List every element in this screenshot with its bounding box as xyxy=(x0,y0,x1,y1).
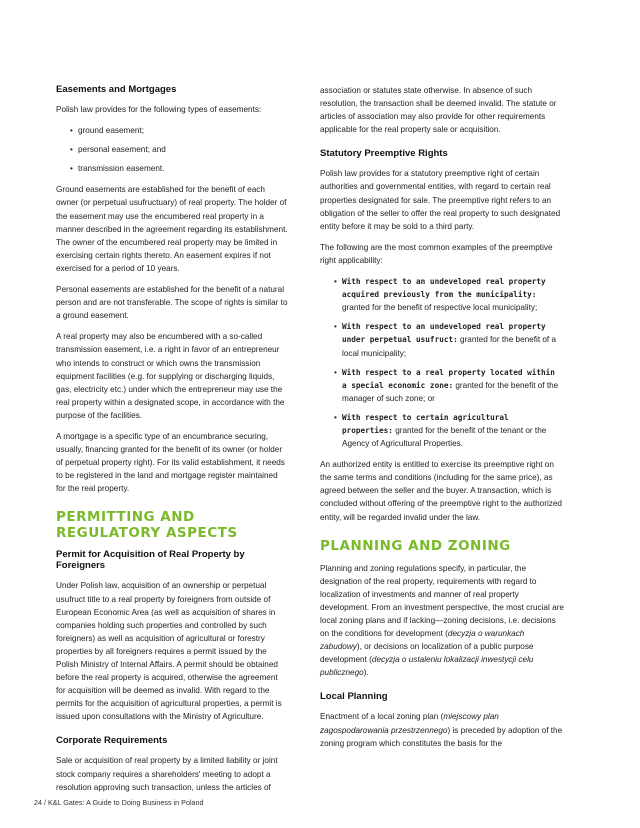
permit-heading: Permit for Acquisition of Real Property by Foreigners xyxy=(56,549,245,572)
section-heading-planning: PLANNING AND ZONING xyxy=(320,537,511,554)
paragraph-local-planning: Enactment of a local zoning plan (miejscowy plan zagospodarowania przestrzennego) is preceded by adoption of the zoning program which constitutes the basis for the xyxy=(320,712,563,748)
list-item: • ground easement; xyxy=(70,124,288,137)
right-column xyxy=(320,84,564,758)
list-item: • transmission easement. xyxy=(70,162,288,175)
paragraph-permit: Under Polish law, acquisition of an ownership or perpetual usufruct title to a real property by foreigners from outside of European Economic Area (as well as acquisition of shares in companies holding such properties and controlled by such foreigners) as well as acquisition of agricultural or forestry properties by all foreigners requires a permit issued by the Polish Ministry of Internal Affairs. A permit should be obtained before the real property is acquired, otherwise the agreement for acquisition will be deemed as invalid. With regard to the permits for the acquisition of agricultural properties, a permit is issued upon consultations with the Ministry of Agriculture. xyxy=(56,581,282,722)
local-planning-heading: Local Planning xyxy=(320,691,388,703)
section-heading-permitting: PERMITTING AND REGULATORY ASPECTS xyxy=(56,509,238,542)
easement-types-list xyxy=(56,124,288,175)
statutory-heading: Statutory Preemptive Rights xyxy=(320,148,448,160)
paragraph-statutory: Polish law provides for a statutory preemptive right of certain authorities and governmental entities, with regard to certain real properties designated for sale. The preemptive right refers to an obligation of the seller to offer the real property to such designated entity before it may be sold to a third party. xyxy=(320,169,561,231)
list-item: • With respect to an undeveloped real property acquired previously from the municipality: granted for the benefit of respective local municipality; xyxy=(334,275,564,314)
paragraph-continued: association or statutes state otherwise. In absence of such resolution, the transaction shall be deemed invalid. The statute or articles of association may also provide for other requirements applicable for the real property sale or acquisition. xyxy=(320,86,557,135)
list-item: • With respect to a real property located within a special economic zone: granted for the benefit of the manager of such zone; or xyxy=(334,366,564,405)
page-footer: 24 / K&L Gates: A Guide to Doing Business in Poland xyxy=(34,798,204,807)
paragraph-corporate: Sale or acquisition of real property by a limited liability or joint stock company requires a shareholders' meeting to adopt a resolution approving such transaction, unless the articles of xyxy=(56,756,278,792)
corporate-heading: Corporate Requirements xyxy=(56,735,168,747)
list-item: • personal easement; and xyxy=(70,143,288,156)
preemptive-rights-list xyxy=(320,275,564,450)
paragraph-examples: The following are the most common examples of the preemptive right applicability: xyxy=(320,242,553,265)
paragraph-ground-easement: Ground easements are established for the benefit of each owner (or perpetual usufructuary) of real property. The holder of the easement may use the encumbered real property in a manner described in the agreement regarding its establishment. The owner of the encumbered real property may be limited in exercising certain rights thereto. An easement expires if not exercised for a period of 10 years. xyxy=(56,185,288,273)
list-item: • With respect to an undeveloped real property under perpetual usufruct: granted for the benefit of a local municipality; xyxy=(334,320,564,359)
paragraph-personal-easement: Personal easements are established for the benefit of a natural person and are not transferable. The scope of rights is similar to a ground easement. xyxy=(56,285,288,321)
paragraph-mortgage: A mortgage is a specific type of an encumbrance securing, usually, financing granted for the benefit of its owner (or holder of perpetual property right). For its valid establishment, it needs to be registered in the land and mortgage register maintained for the real property. xyxy=(56,431,285,494)
paragraph-transmission-easement: A real property may also be encumbered with a so-called transmission easement, i.e. a right in favor of an entrepreneur who intends to construct or which owns the transmission equipment facilities (e.g. for supplying or discharging liquids, gas, electricity etc.) under which the entrepreneur may use the real property within a designated scope, in accordance with the purpose of the facilities. xyxy=(56,332,285,420)
easements-heading: Easements and Mortgages xyxy=(56,84,177,95)
left-column xyxy=(56,84,288,802)
paragraph-authorized: An authorized entity is entitled to exercise its preemptive right on the same terms and conditions (including for the same price), as agreed between the seller and the buyer. A transaction, which is concluded without offering of the preemptive right to the authorized entity, will be regarded invalid under the law. xyxy=(320,460,562,522)
paragraph-planning: Planning and zoning regulations specify, in particular, the designation of the real property, requirements with regard to localization of investments and manner of real property development. From an investment perspective, the most crucial are local zoning plans and if lacking—zoning decisions, i.e. decisions on the conditions for development (decyzja o warunkach zabudowy), or decisions on localization of a public purpose development (decyzja o ustaleniu lokalizacji inwestycji celu publicznego). xyxy=(320,563,564,678)
easements-intro: Polish law provides for the following types of easements: xyxy=(56,105,262,114)
list-item: • With respect to certain agricultural properties: granted for the benefit of the tenant or the Agency of Agricultural Properties. xyxy=(334,411,564,450)
